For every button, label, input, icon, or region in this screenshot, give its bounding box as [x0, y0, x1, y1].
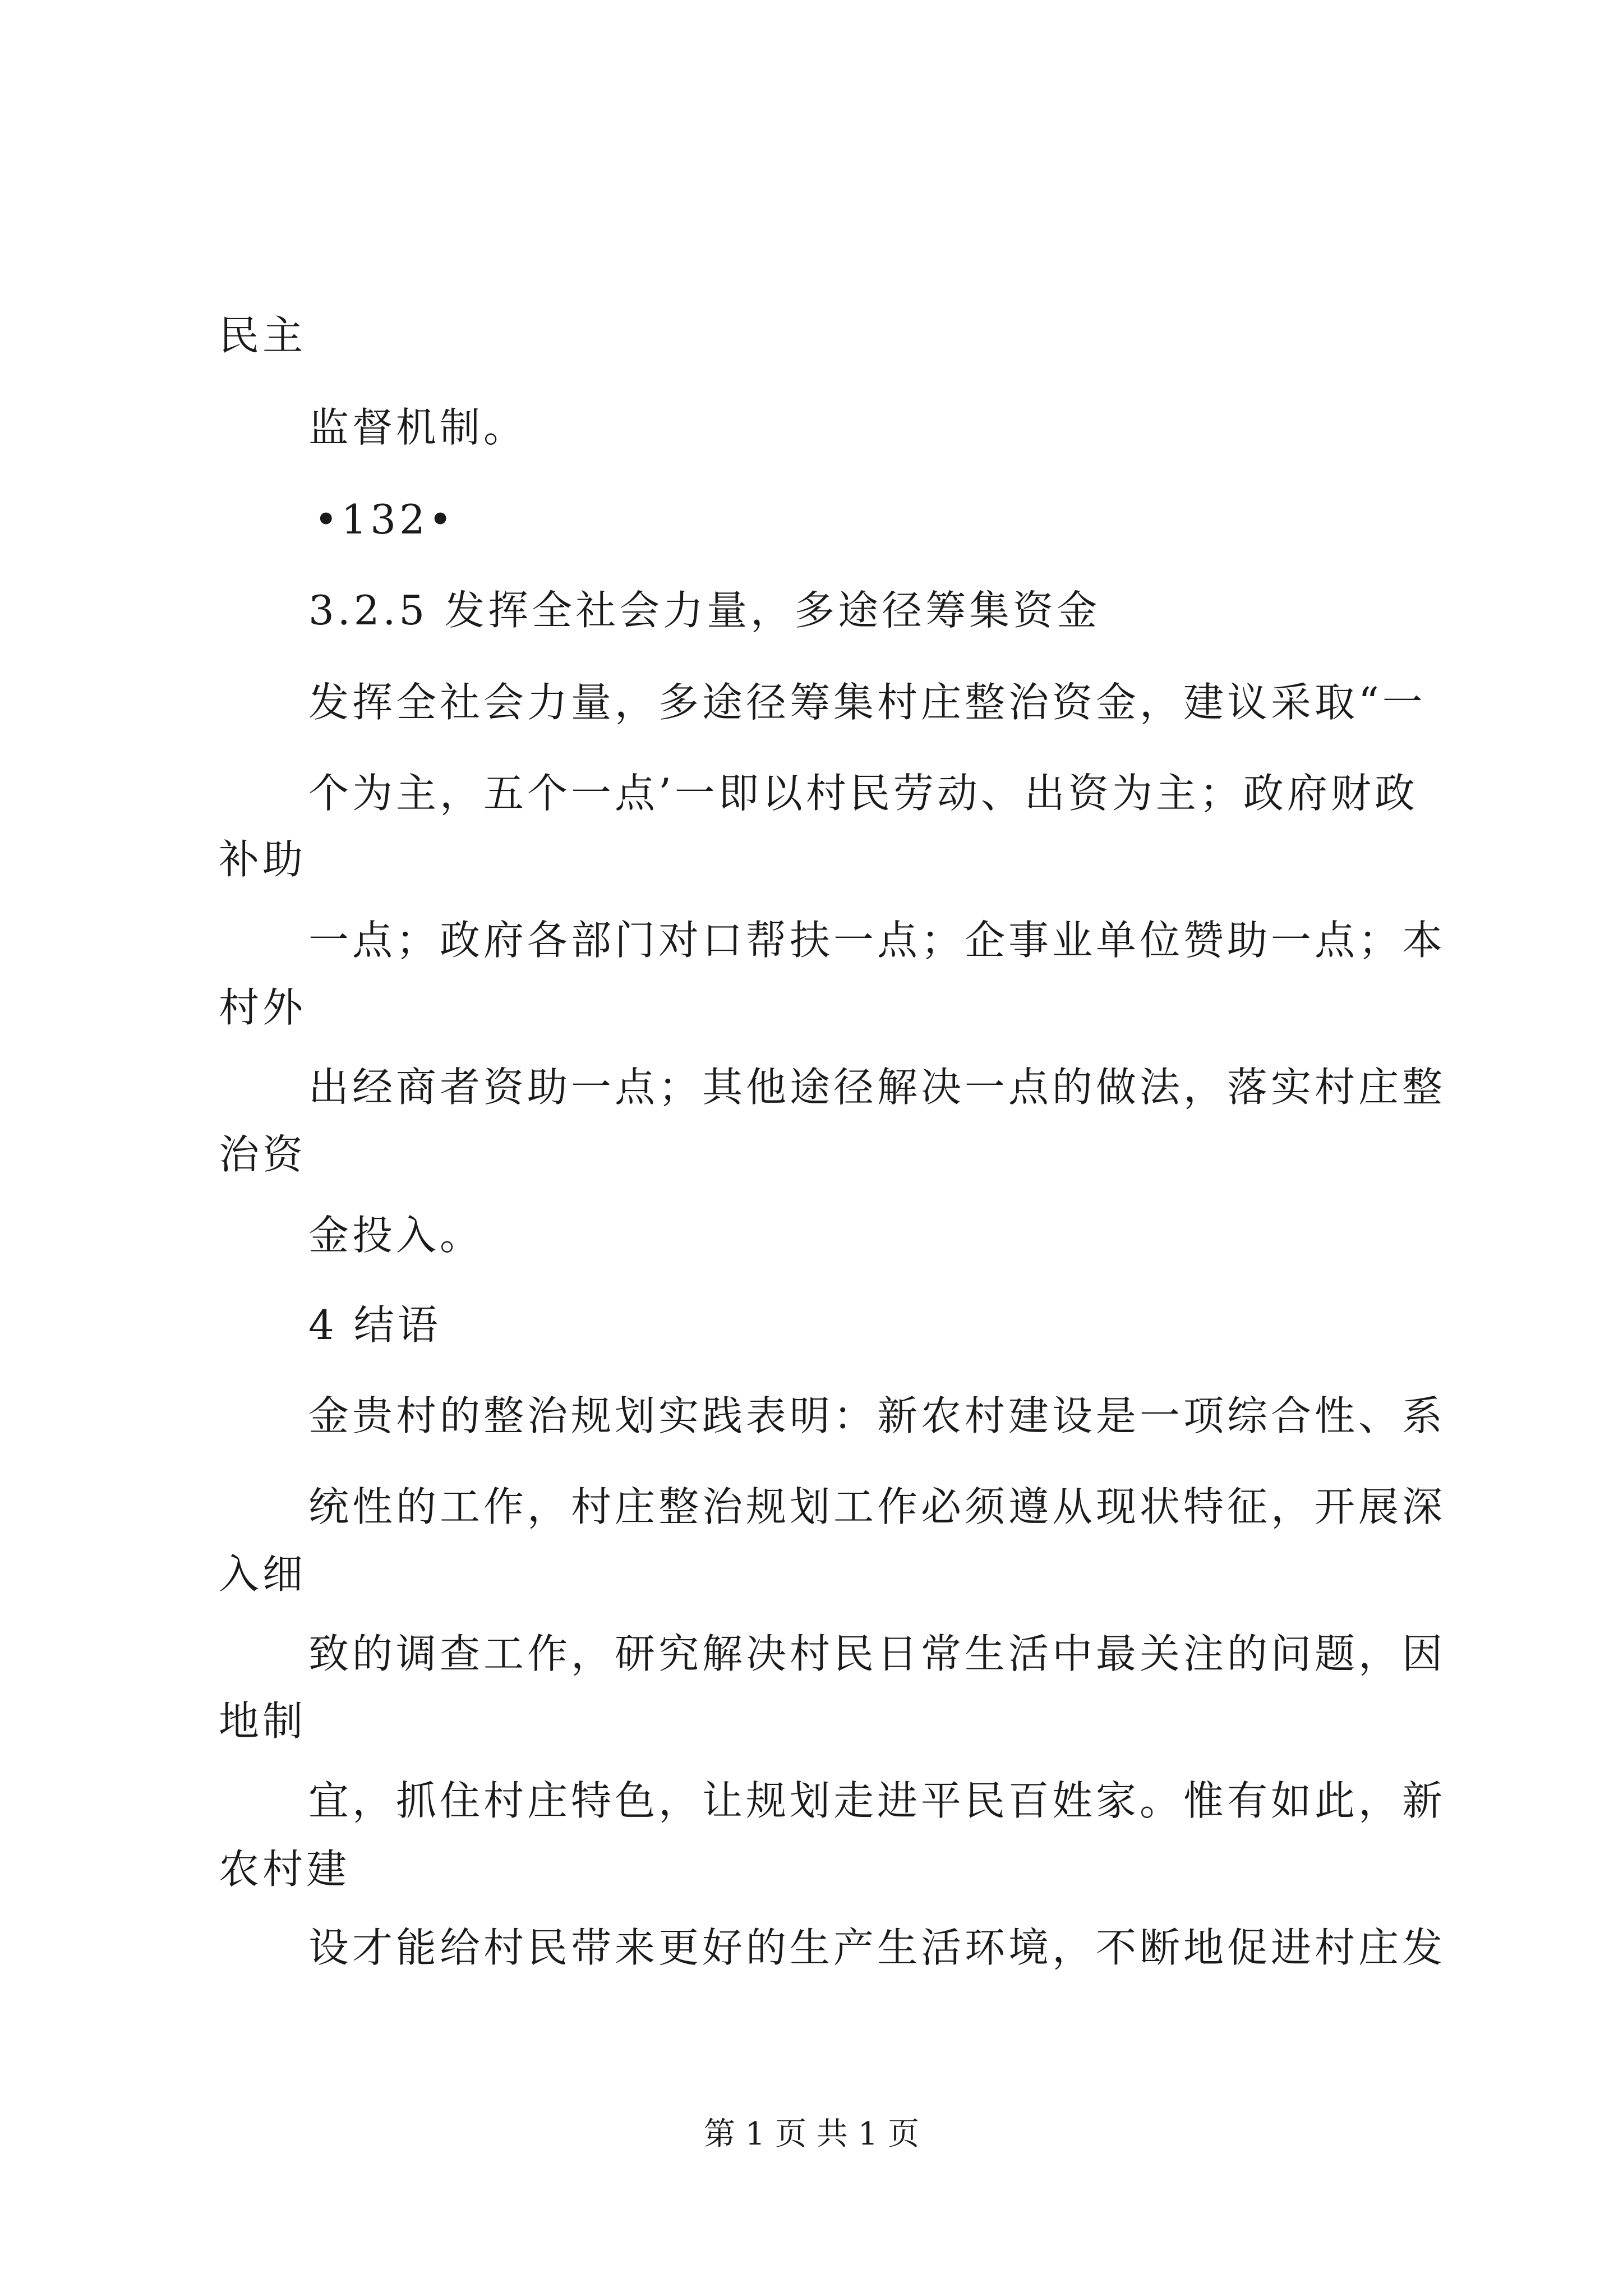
page-footer: 第 1 页 共 1 页 — [703, 2116, 920, 2152]
section-heading: 3.2.5 发挥全社会力量，多途径筹集资金 — [308, 587, 1101, 634]
text-line: 监督机制。 — [308, 404, 528, 451]
text-line: 宜，抓住村庄特色，让规划走进平民百姓家。惟有如此，新 — [308, 1777, 1446, 1824]
text-line: 统性的工作，村庄整治规划工作必须遵从现状特征，开展深 — [308, 1483, 1446, 1530]
text-line: 村外 — [219, 984, 307, 1031]
text-line: 入细 — [219, 1550, 307, 1598]
text-line: 出经商者资助一点；其他途径解决一点的做法，落实村庄整 — [308, 1064, 1446, 1111]
text-line: 农村建 — [219, 1846, 351, 1893]
text-line: 致的调查工作，研究解决村民日常生活中最关注的问题，因 — [308, 1630, 1446, 1677]
text-line: 设才能给村民带来更好的生产生活环境，不断地促进村庄发 — [308, 1924, 1446, 1971]
section-heading: 4 结语 — [308, 1301, 441, 1349]
text-line: 民主 — [219, 312, 307, 359]
text-line: 金贵村的整治规划实践表明：新农村建设是一项综合性、系 — [308, 1392, 1446, 1439]
text-line: 补助 — [219, 836, 307, 883]
text-line: 金投入。 — [308, 1212, 484, 1259]
text-line: 发挥全社会力量，多途径筹集村庄整治资金，建议采取“一 — [308, 679, 1426, 726]
text-line: 一点；政府各部门对口帮扶一点；企事业单位赞助一点；本 — [308, 917, 1446, 964]
text-line: 个为主，五个一点’一即以村民劳动、出资为主；政府财政 — [308, 770, 1418, 817]
page-number-inline: •132• — [314, 496, 456, 543]
text-line: 治资 — [219, 1131, 307, 1178]
text-line: 地制 — [219, 1697, 307, 1745]
